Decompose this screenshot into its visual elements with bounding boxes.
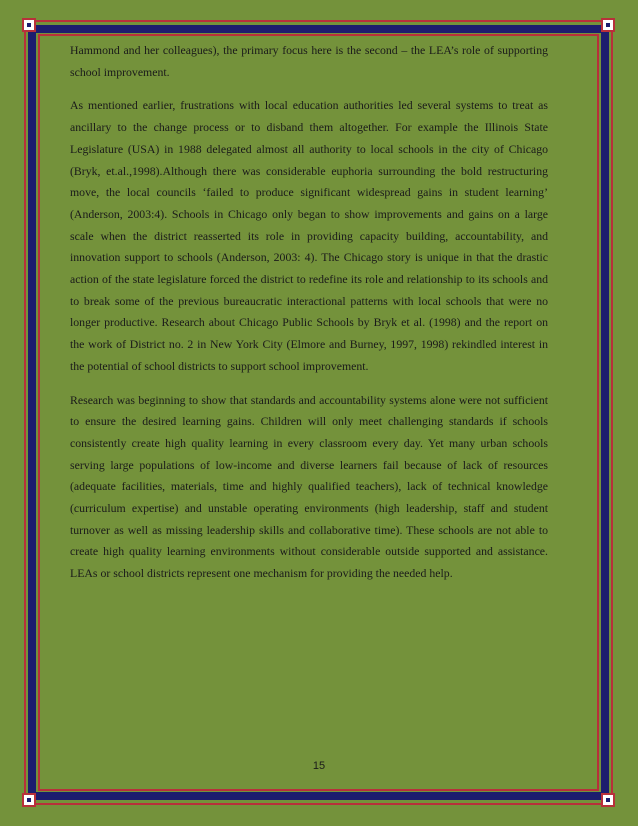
corner-ornament-bottom-right [601, 793, 615, 807]
page-number: 15 [312, 760, 326, 772]
corner-ornament-top-right [601, 18, 615, 32]
body-text [70, 40, 548, 585]
paragraph-2: As mentioned earlier, frustrations with local education authorities led several systems to treat as ancillary to the change process or to disband them altogether. For example the Illinois State Legislature (USA) in 1988 delegated almost all authority to local schools in the city of Chicago (Bryk, et.al.,1998).Although there was considerable euphoria surrounding the bold restructuring move, the local councils ‘failed to produce significant widespread gains in student learning’ (Anderson, 2003:4). Schools in Chicago only began to show improvements and gains on a large scale when the district reasserted its role in providing capacity building, accountability, and innovation support to schools (Anderson, 2003: 4). The Chicago story is unique in that the drastic action of the state legislature forced the district to redefine its role and relationship to its schools and to break some of the previous bureaucratic interactional patterns with local schools that were no longer productive. Research about Chicago Public Schools by Bryk et al. (1998) and the report on the work of District no. 2 in New York City (Elmore and Burney, 1997, 1998) rekindled interest in the potential of school districts to support school improvement. [70, 98, 548, 373]
corner-ornament-top-left [22, 18, 36, 32]
corner-ornament-bottom-left [22, 793, 36, 807]
paragraph-3: Research was beginning to show that standards and accountability systems alone were not sufficient to ensure the desired learning gains. Children will only meet challenging standards if schools consistently create high quality learning in every classroom every day. Yet many urban schools serving large populations of low-income and diverse learners fail because of lack of resources (adequate facilities, materials, time and highly qualified teachers), lack of technical knowledge (curriculum expertise) and unstable operating environments (high leadership, staff and student turnover as well as missing leadership skills and collaborative time). These schools are not able to create high quality learning environments without considerable outside supported and assistance. LEAs or school districts represent one mechanism for providing the needed help. [70, 392, 548, 581]
paragraph-1: Hammond and her colleagues), the primary focus here is the second – the LEA’s role of supporting school improvement. [70, 43, 548, 79]
